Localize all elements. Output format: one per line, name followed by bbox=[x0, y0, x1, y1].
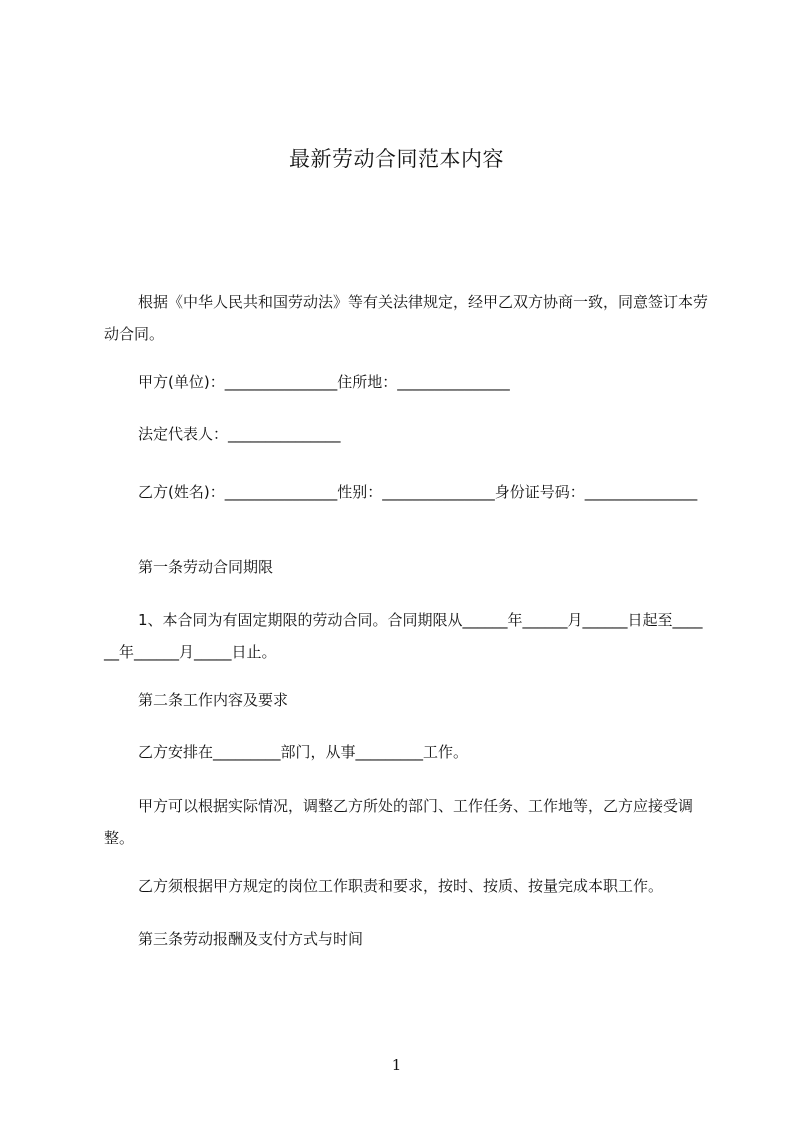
paragraph-job-assignment: 乙方安排在_________部门，从事_________工作。 bbox=[138, 743, 469, 761]
section-heading-2: 第二条工作内容及要求 bbox=[138, 691, 289, 709]
paragraph-adjustment: 甲方可以根据实际情况，调整乙方所处的部门、工作任务、工作地等，乙方应接受调整。 bbox=[104, 797, 694, 847]
paragraph-legal-representative: 法定代表人：_______________ bbox=[138, 425, 341, 443]
section-heading-1: 第一条劳动合同期限 bbox=[138, 558, 274, 576]
section-heading-3: 第三条劳动报酬及支付方式与时间 bbox=[138, 930, 364, 948]
paragraph-party-b: 乙方(姓名)：_______________性别：_______________身份证号码：_______________ bbox=[138, 483, 698, 501]
document-title: 最新劳动合同范本内容 bbox=[289, 147, 504, 171]
paragraph-contract-term: 1、本合同为有固定期限的劳动合同。合同期限从______年______月______日起至______年______月_____日止。 bbox=[104, 611, 703, 661]
page-number: 1 bbox=[391, 1056, 402, 1074]
paragraph-duties: 乙方须根据甲方规定的岗位工作职责和要求，按时、按质、按量完成本职工作。 bbox=[138, 877, 664, 895]
paragraph-party-a: 甲方(单位)：_______________住所地：_______________ bbox=[138, 373, 510, 391]
paragraph-preamble: 根据《中华人民共和国劳动法》等有关法律规定，经甲乙双方协商一致，同意签订本劳动合同。 bbox=[104, 293, 709, 343]
